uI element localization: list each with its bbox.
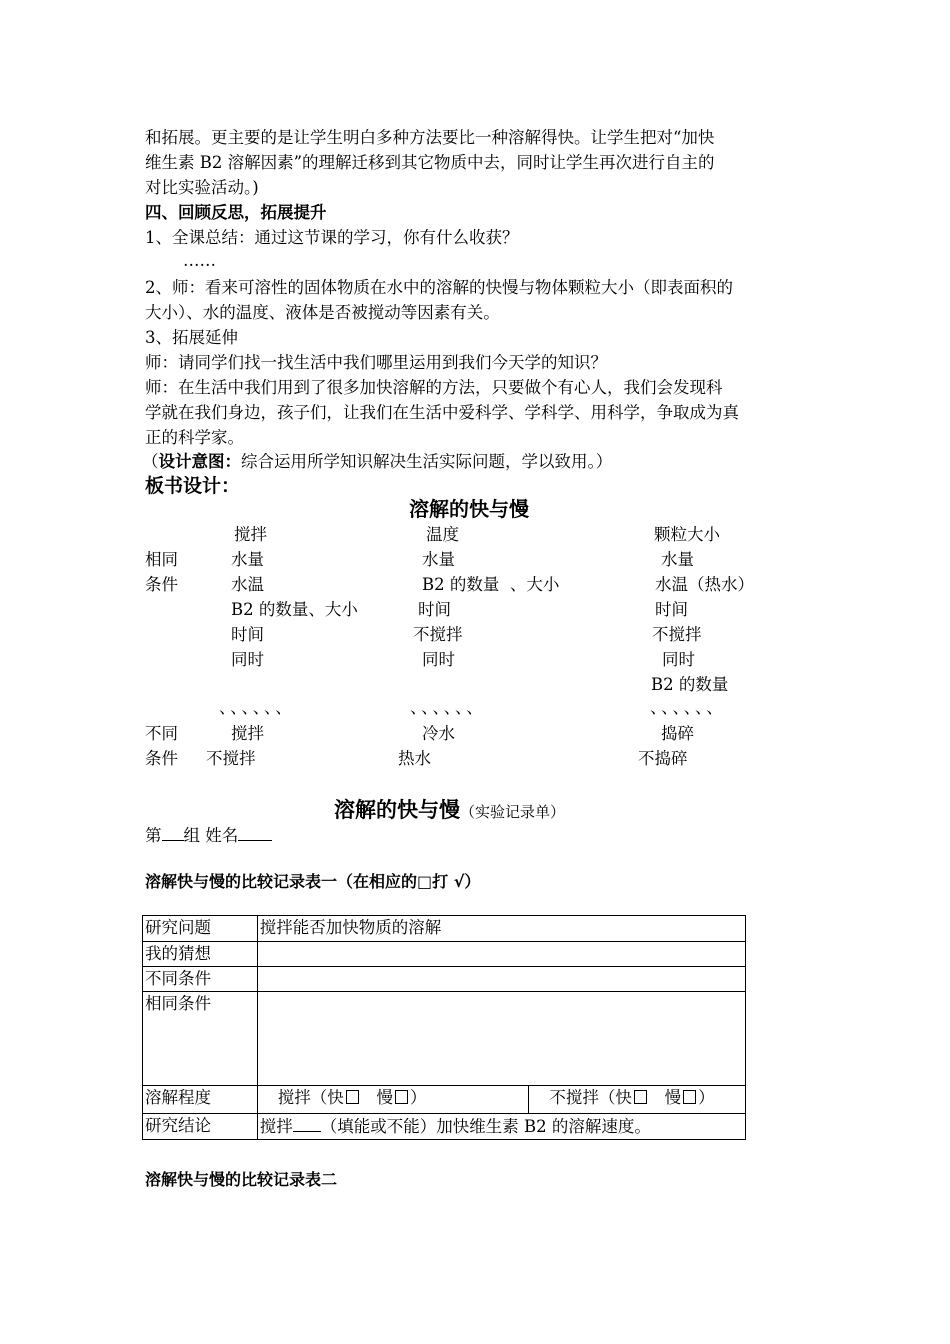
board-col1-item: 水量 xyxy=(231,550,264,569)
board-marks: 、、、、、、 xyxy=(650,698,726,717)
table1-heading: 溶解快与慢的比较记录表一（在相应的□打 √） xyxy=(145,872,481,891)
board-col2-item: B2 的数量 、大小 xyxy=(422,575,560,594)
extension-line: 师：在生活中我们用到了很多加快溶解的方法，只要做个有心人，我们会发现科 xyxy=(145,378,723,397)
board-col3-item: 同时 xyxy=(662,650,695,669)
research-question: 搅拌能否加快物质的溶解 xyxy=(257,916,745,942)
group-suffix: 组 姓名 xyxy=(183,826,239,845)
summary-question: 1、全课总结：通过这节课的学习，你有什么收获？ xyxy=(145,228,519,247)
table-row xyxy=(143,1114,746,1140)
extension-paragraph xyxy=(145,325,815,450)
board-col-header-size: 颗粒大小 xyxy=(654,525,720,544)
board-col2-item: 水量 xyxy=(422,550,455,569)
group-prefix: 第 xyxy=(145,826,162,845)
board-col1-item: 时间 xyxy=(231,625,264,644)
design-intent xyxy=(142,452,612,472)
conclusion-suffix: （填能或不能）加快维生素 B2 的溶解速度。 xyxy=(320,1117,651,1136)
board-col1-diff: 搅拌 xyxy=(231,724,264,743)
conclusion-cell xyxy=(257,1114,745,1140)
sheet-title-row xyxy=(334,797,565,825)
board-col3-item: 水温（热水） xyxy=(655,575,754,594)
board-col1-diff: 不搅拌 xyxy=(206,749,256,768)
board-col1-item: 同时 xyxy=(231,650,264,669)
board-col2-item: 同时 xyxy=(422,650,455,669)
board-same-label: 条件 xyxy=(145,575,178,594)
intro-line: 对比实验活动。) xyxy=(145,178,259,197)
group-blank[interactable] xyxy=(162,824,184,841)
degree-nostir-slow: 慢 xyxy=(664,1088,682,1107)
guess-cell[interactable] xyxy=(257,942,745,967)
conclusion-blank[interactable] xyxy=(293,1115,321,1132)
design-intent-text: 综合运用所学知识解决生活实际问题，学以致用。） xyxy=(241,452,613,471)
board-col3-diff: 不捣碎 xyxy=(638,749,688,768)
record-table-1 xyxy=(142,915,746,1140)
intro-line: 维生素 B2 溶解因素”的理解迁移到其它物质中去，同时让学生再次进行自主的 xyxy=(145,153,715,172)
degree-stir-cell xyxy=(257,1086,529,1114)
board-col3-item: B2 的数量 xyxy=(651,675,729,694)
board-col-header-stir: 搅拌 xyxy=(234,525,267,544)
name-blank[interactable] xyxy=(238,824,272,841)
degree-stir-label: 搅拌（快 xyxy=(277,1088,344,1107)
degree-nostir-cell xyxy=(529,1086,746,1114)
design-intent-open: （ xyxy=(142,452,159,471)
extension-line: 正的科学家。 xyxy=(145,428,244,447)
board-diff-label: 不同 xyxy=(145,724,178,743)
teacher-summary-line: 大小）、水的温度、液体是否被搅动等因素有关。 xyxy=(145,303,500,322)
table-row xyxy=(143,942,746,967)
table-row xyxy=(143,992,746,1086)
board-diff-label: 条件 xyxy=(145,749,178,768)
extension-line: 3、拓展延伸 xyxy=(145,328,238,347)
row-label: 溶解程度 xyxy=(143,1086,258,1114)
row-label: 不同条件 xyxy=(143,967,258,992)
board-col2-diff: 热水 xyxy=(398,749,431,768)
board-col2-item: 不搅拌 xyxy=(413,625,463,644)
board-marks: 、、、、、、 xyxy=(219,698,295,717)
extension-line: 学就在我们身边，孩子们，让我们在生活中爱科学、学科学、用科学，争取成为真 xyxy=(145,403,739,422)
board-heading: 板书设计： xyxy=(145,475,241,497)
board-marks: 、、、、、、 xyxy=(410,698,486,717)
board-col3-item: 不搅拌 xyxy=(652,625,702,644)
board-col3-diff: 捣碎 xyxy=(661,724,694,743)
design-intent-label: 设计意图： xyxy=(158,452,241,471)
table-row xyxy=(143,1086,746,1114)
board-col-header-temp: 温度 xyxy=(426,525,459,544)
board-col1-item: B2 的数量、大小 xyxy=(231,600,358,619)
degree-stir-slow: 慢 xyxy=(376,1088,394,1107)
board-same-label: 相同 xyxy=(145,550,178,569)
board-col2-item: 时间 xyxy=(418,600,451,619)
fast-checkbox[interactable] xyxy=(634,1090,647,1104)
group-name-row xyxy=(145,824,272,846)
same-conditions-cell[interactable] xyxy=(257,992,745,1086)
slow-checkbox[interactable] xyxy=(395,1090,408,1104)
different-conditions-cell[interactable] xyxy=(257,967,745,992)
row-label: 研究结论 xyxy=(143,1114,258,1140)
fast-checkbox[interactable] xyxy=(346,1090,359,1104)
intro-line: 和拓展。更主要的是让学生明白多种方法要比一种溶解得快。让学生把对“加快 xyxy=(145,128,715,147)
extension-line: 师：请同学们找一找生活中我们哪里运用到我们今天学的知识？ xyxy=(145,353,607,372)
board-col2-diff: 冷水 xyxy=(422,724,455,743)
slow-checkbox[interactable] xyxy=(683,1090,696,1104)
board-col1-item: 水温 xyxy=(231,575,264,594)
degree-nostir-label: 不搅拌（快 xyxy=(549,1088,632,1107)
row-label: 研究问题 xyxy=(143,916,258,942)
table-row xyxy=(143,967,746,992)
close-paren: ） xyxy=(410,1088,427,1107)
board-title: 溶解的快与慢 xyxy=(409,497,529,521)
intro-paragraph xyxy=(145,125,815,200)
sheet-subtitle: （实验记录单） xyxy=(460,803,566,821)
teacher-summary xyxy=(145,275,815,325)
row-label: 我的猜想 xyxy=(143,942,258,967)
board-col3-item: 时间 xyxy=(655,600,688,619)
section4-heading: 四、回顾反思，拓展提升 xyxy=(145,203,327,222)
close-paren: ） xyxy=(698,1088,715,1107)
board-col3-item: 水量 xyxy=(661,550,694,569)
table2-heading: 溶解快与慢的比较记录表二 xyxy=(145,1170,338,1189)
table-row xyxy=(143,916,746,942)
summary-ellipsis: …… xyxy=(183,251,216,270)
teacher-summary-line: 2、师：看来可溶性的固体物质在水中的溶解的快慢与物体颗粒大小（即表面积的 xyxy=(145,278,733,297)
sheet-title: 溶解的快与慢 xyxy=(334,798,460,822)
conclusion-prefix: 搅拌 xyxy=(259,1117,293,1136)
row-label: 相同条件 xyxy=(143,992,258,1086)
